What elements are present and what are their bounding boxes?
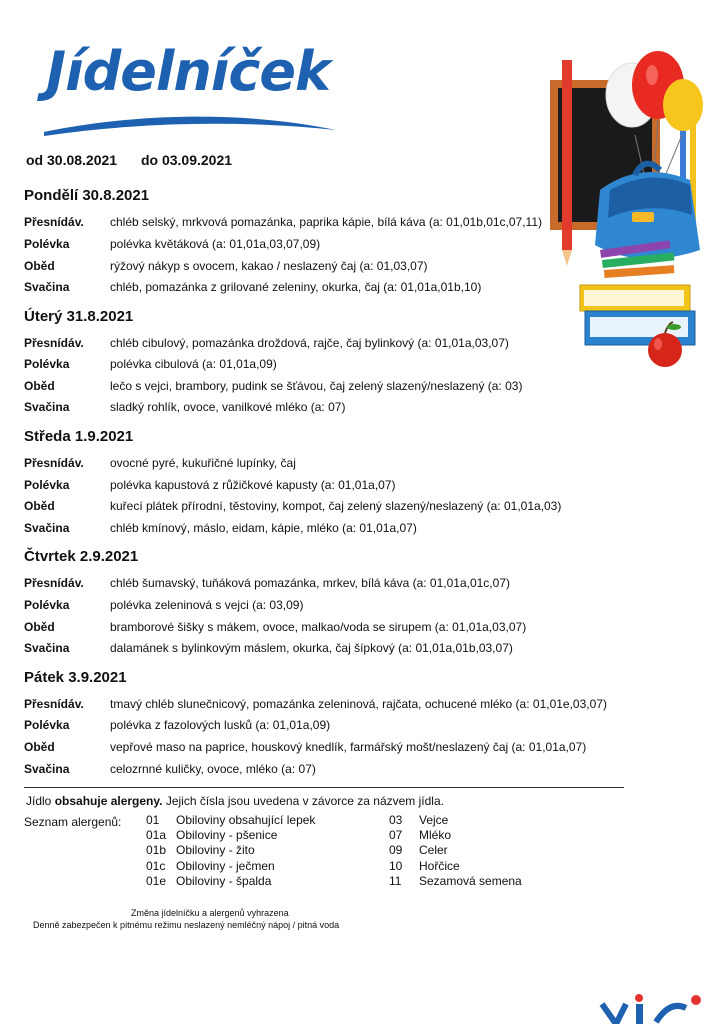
allergen-name: Obiloviny - žito xyxy=(176,843,255,858)
page-title: Jídelníček xyxy=(46,40,330,103)
meal-text: vepřové maso na paprice, houskový knedlík, farmářský mošt/neslazený čaj (a: 01,01a,07) xyxy=(110,740,587,754)
allergen-note-pre: Jídlo xyxy=(26,794,55,808)
day-title: Úterý 31.8.2021 xyxy=(24,308,134,325)
meal-label: Svačina xyxy=(24,762,70,776)
allergen-code: 01 xyxy=(146,813,160,827)
meal-label: Oběd xyxy=(24,259,55,273)
footer-note-1: Změna jídelníčku a alergenů vyhrazena xyxy=(131,908,289,918)
allergen-list-right xyxy=(389,813,522,889)
meal-label: Přesnídáv. xyxy=(24,576,84,590)
allergen-note-bold: obsahuje alergeny. xyxy=(54,794,163,808)
allergen-item xyxy=(389,828,522,843)
footer-note-2: Denně zabezpečen k pitnému režimu neslazený nemléčný nápoj / pitná voda xyxy=(33,920,340,930)
allergen-name: Mléko xyxy=(419,828,452,843)
meal-label: Svačina xyxy=(24,521,70,535)
meal-label: Polévka xyxy=(24,478,70,492)
meal-text: ovocné pyré, kukuřičné lupínky, čaj xyxy=(110,456,296,470)
allergen-code: 09 xyxy=(389,843,403,858)
logo-swoosh-icon xyxy=(40,106,340,146)
allergen-code: 01b xyxy=(146,843,167,858)
meal-text: tmavý chléb slunečnicový, pomazánka zeleninová, rajčata, ochucené mléko (a: 01,01e,03,07) xyxy=(110,697,607,711)
allergen-name: Obiloviny - ječmen xyxy=(176,858,275,873)
meal-text: polévka cibulová (a: 01,01a,09) xyxy=(110,357,277,371)
meal-text: kuřecí plátek přírodní, těstoviny, kompot, čaj zelený slazený/neslazený (a: 01,01a,03) xyxy=(110,499,562,513)
date-range xyxy=(26,152,252,168)
meal-text: sladký rohlík, ovoce, vanilkové mléko (a: 07) xyxy=(110,400,346,414)
meal-text: dalamánek s bylinkovým máslem, okurka, čaj šípkový (a: 01,01a,01b,03,07) xyxy=(110,641,513,655)
meal-label: Oběd xyxy=(24,499,55,513)
meal-label: Přesnídáv. xyxy=(24,456,84,470)
menu-logo xyxy=(40,40,350,150)
day-title: Středa 1.9.2021 xyxy=(24,428,134,445)
meal-text: chléb šumavský, tuňáková pomazánka, mrkev, bílá káva (a: 01,01a,01c,07) xyxy=(110,576,510,590)
date-from: od 30.08.2021 xyxy=(26,152,118,168)
meal-label: Svačina xyxy=(24,641,70,655)
allergen-name: Sezamová semena xyxy=(419,873,522,888)
allergen-item xyxy=(389,843,522,858)
allergen-item xyxy=(389,859,522,874)
allergen-item xyxy=(146,859,315,874)
allergen-name: Vejce xyxy=(419,813,449,827)
books-icon xyxy=(580,285,695,345)
meal-label: Polévka xyxy=(24,598,70,612)
meal-label: Polévka xyxy=(24,718,70,732)
allergen-note-post: Jejich čísla jsou uvedena v závorce za názvem jídla. xyxy=(162,794,444,808)
brand-logo-icon xyxy=(596,990,724,1024)
day-title: Pondělí 30.8.2021 xyxy=(24,187,150,204)
meal-label: Polévka xyxy=(24,237,70,251)
allergen-code: 07 xyxy=(389,828,403,843)
date-to: do 03.09.2021 xyxy=(140,152,233,168)
allergen-name: Obiloviny - špalda xyxy=(176,873,272,888)
divider xyxy=(24,787,624,788)
allergen-code: 01e xyxy=(146,873,167,888)
meal-text: bramborové šišky s mákem, ovoce, malkao/voda se sirupem (a: 01,01a,03,07) xyxy=(110,620,527,634)
allergen-item xyxy=(146,828,315,843)
meal-text: polévka květáková (a: 01,01a,03,07,09) xyxy=(110,237,321,251)
meal-text: chléb, pomazánka z grilované zeleniny, okurka, čaj (a: 01,01a,01b,10) xyxy=(110,280,482,294)
meal-label: Přesnídáv. xyxy=(24,215,84,229)
meal-text: polévka kapustová z růžičkové kapusty (a: 01,01a,07) xyxy=(110,478,396,492)
meal-text: chléb selský, mrkvová pomazánka, paprika kápie, bílá káva (a: 01,01b,01c,07,11) xyxy=(110,215,543,229)
allergen-code: 11 xyxy=(389,873,402,888)
meal-text: rýžový nákyp s ovocem, kakao / neslazený čaj (a: 01,03,07) xyxy=(110,259,428,273)
allergen-name: Obiloviny obsahující lepek xyxy=(176,813,316,827)
day-title: Čtvrtek 2.9.2021 xyxy=(24,548,139,565)
meal-text: chléb kmínový, máslo, eidam, kápie, mléko (a: 01,01a,07) xyxy=(110,521,417,535)
day-title: Pátek 3.9.2021 xyxy=(24,669,127,686)
allergen-item xyxy=(389,813,522,828)
allergen-item xyxy=(146,843,315,858)
allergen-code: 01c xyxy=(146,858,166,873)
allergen-note xyxy=(26,794,444,808)
allergen-item xyxy=(146,813,315,828)
allergen-list-label: Seznam alergenů: xyxy=(24,815,122,829)
meal-text: chléb cibulový, pomazánka droždová, rajče, čaj bylinkový (a: 01,01a,03,07) xyxy=(110,336,509,350)
allergen-name: Celer xyxy=(419,843,448,858)
allergen-code: 03 xyxy=(389,813,403,827)
meal-label: Svačina xyxy=(24,400,70,414)
meal-label: Přesnídáv. xyxy=(24,697,84,711)
allergen-list-left xyxy=(146,813,315,889)
meal-text: lečo s vejci, brambory, pudink se šťávou, čaj zelený slazený/neslazený (a: 03) xyxy=(110,379,523,393)
allergen-item xyxy=(389,874,522,889)
meal-label: Oběd xyxy=(24,620,55,634)
allergen-name: Hořčice xyxy=(419,858,460,873)
meal-label: Polévka xyxy=(24,357,70,371)
meal-label: Svačina xyxy=(24,280,70,294)
meal-text: polévka zeleninová s vejci (a: 03,09) xyxy=(110,598,304,612)
meal-label: Oběd xyxy=(24,740,55,754)
school-supplies-illustration xyxy=(540,40,720,380)
meal-label: Oběd xyxy=(24,379,55,393)
meal-text: celozrnné kuličky, ovoce, mléko (a: 07) xyxy=(110,762,316,776)
meal-label: Přesnídáv. xyxy=(24,336,84,350)
allergen-item xyxy=(146,874,315,889)
meal-text: polévka z fazolových lusků (a: 01,01a,09) xyxy=(110,718,331,732)
allergen-name: Obiloviny - pšenice xyxy=(176,828,278,843)
allergen-code: 10 xyxy=(389,858,403,873)
allergen-code: 01a xyxy=(146,828,167,843)
